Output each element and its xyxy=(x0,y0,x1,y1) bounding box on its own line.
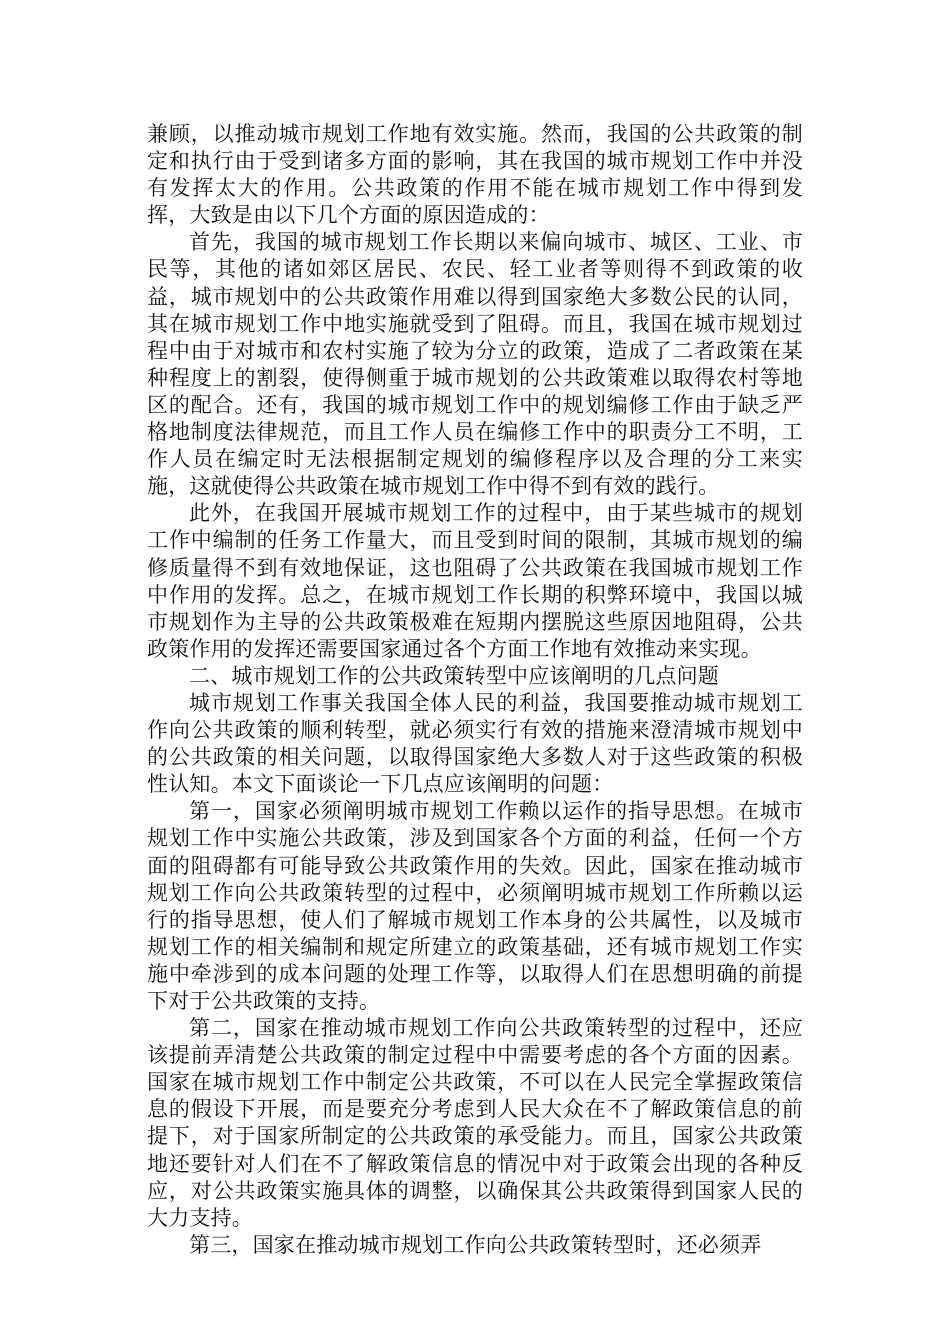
section-heading: 二、城市规划工作的公共政策转型中应该阐明的几点问题 xyxy=(189,663,719,688)
body-text xyxy=(147,121,803,1259)
paragraph-point-one: 第一，国家必须阐明城市规划工作赖以运作的指导思想。在城市规划工作中实施公共政策，涉及到国家各个方面的利益，任何一个方面的阻碍都有可能导致公共政策作用的失效。因此，国家在推动城市规划工作向公共政策转型的过程中，必须阐明城市规划工作所赖以运行的指导思想，使人们了解城市规划工作本身的公共属性，以及城市规划工作的相关编制和规定所建立的政策基础，还有城市规划工作实施中牵涉到的成本问题的处理工作等，以取得人们在思想明确的前提下对于公共政策的支持。 xyxy=(147,799,803,1013)
paragraph-point-three: 第三，国家在推动城市规划工作向公共政策转型时，还必须弄 xyxy=(189,1232,762,1257)
paragraph-point-two: 第二，国家在推动城市规划工作向公共政策转型的过程中，还应该提前弄清楚公共政策的制定过程中中需要考虑的各个方面的因素。国家在城市规划工作中制定公共政策，不可以在人民完全掌握政策信息的假设下开展，而是要充分考虑到人民大众在不了解政策信息的前提下，对于国家所制定的公共政策的承受能力。而且，国家公共政策地还要针对人们在不了解政策信息的情况中对于政策会出现的各种反应，对公共政策实施具体的调整，以确保其公共政策得到国家人民的大力支持。 xyxy=(147,1016,803,1230)
paragraph-section-intro: 城市规划工作事关我国全体人民的利益，我国要推动城市规划工作向公共政策的顺利转型，就必须实行有效的措施来澄清城市规划中的公共政策的相关问题，以取得国家绝大多数人对于这些政策的积极性认知。本文下面谈论一下几点应该阐明的问题： xyxy=(147,690,803,797)
paragraph-continuation: 兼顾，以推动城市规划工作地有效实施。然而，我国的公共政策的制定和执行由于受到诸多方面的影响，其在我国的城市规划工作中并没有发挥太大的作用。公共政策的作用不能在城市规划工作中得到发挥，大致是由以下几个方面的原因造成的： xyxy=(147,122,803,228)
paragraph-first-reason: 首先，我国的城市规划工作长期以来偏向城市、城区、工业、市民等，其他的诸如郊区居民、农民、轻工业者等则得不到政策的收益，城市规划中的公共政策作用难以得到国家绝大多数公民的认同，其在城市规划工作中地实施就受到了阻碍。而且，我国在城市规划过程中由于对城市和农村实施了较为分立的政策，造成了二者政策在某种程度上的割裂，使得侧重于城市规划的公共政策难以取得农村等地区的配合。还有，我国的城市规划工作中的规划编修工作由于缺乏严格地制度法律规范，而且工作人员在编修工作中的职责分工不明，工作人员在编定时无法根据制定规划的编修程序以及合理的分工来实施，这就使得公共政策在城市规划工作中得不到有效的践行。 xyxy=(147,230,803,499)
paragraph-additional-reason: 此外，在我国开展城市规划工作的过程中，由于某些城市的规划工作中编制的任务工作量大，而且受到时间的限制，其城市规划的编修质量得不到有效地保证，这也阻碍了公共政策在我国城市规划工作中作用的发挥。总之，在城市规划工作长期的积弊环境中，我国以城市规划作为主导的公共政策极难在短期内摆脱这些原因地阻碍，公共政策作用的发挥还需要国家通过各个方面工作地有效推动来实现。 xyxy=(147,501,803,661)
